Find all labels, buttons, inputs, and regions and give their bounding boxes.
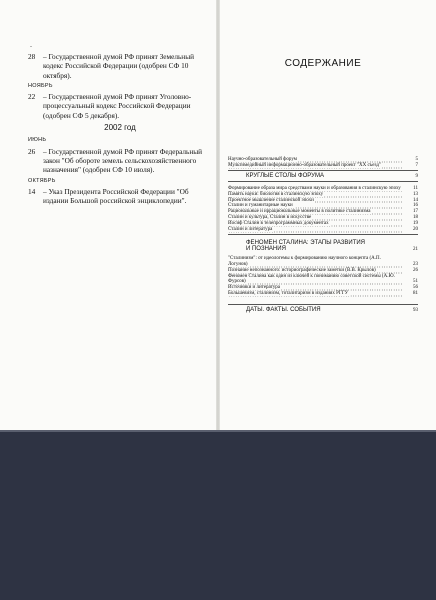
entry-day: 26 [28,146,36,156]
left-page [28,52,212,206]
toc-page-number: 19 [413,221,418,227]
book-gutter [216,0,220,432]
toc-entry-text: Иосиф Сталин в телепрограммных документах [228,221,329,227]
month-heading: ОКТЯБРЬ [28,177,56,184]
toc-section-line: ФЕНОМЕН СТАЛИНА: ЭТАПЫ РАЗВИТИЯ [246,239,366,246]
entry-text: – Государственной думой РФ принят Уголовно-процессуальный кодекс Российской Федерации (одобрен СФ 5 декабря). [43,92,192,120]
toc-page-number: 13 [413,191,418,197]
toc-section[interactable] [228,306,418,314]
toc-entry[interactable] [228,291,418,297]
chronology-entry [28,92,212,120]
entry-day: 22 [28,92,36,102]
toc-entry-title [228,291,402,297]
toc-page-number: 14 [413,197,418,203]
toc-block [228,157,418,169]
chronology-group [28,187,212,206]
toc-entry-text: Мультимедийный информационно-образовательный проект "XX съезд" [228,162,382,168]
toc-entry-text: Рациональные и иррациональные моменты в политике сталинизма [228,209,371,215]
toc-page-number: 16 [413,203,418,209]
toc-entry-text: "Сталинизм": от идеологемы к формированию научного концепта (А.П. Логунов) [228,255,381,267]
toc-entry[interactable] [228,274,418,286]
toc-page-number: 20 [413,227,418,233]
toc-entry-text: Источники и литература [228,285,280,291]
right-page [228,58,418,314]
margin-mark: - [30,44,32,50]
chronology-group [28,147,212,175]
toc-entry-text: Проектное мышление сталинской эпохи [228,197,314,203]
toc-entry-text: Феномен Сталина как один из ключей к пониманию советской системы (А.Ю. Фурсов) [228,273,395,285]
toc-section[interactable] [228,172,418,180]
toc-block [228,186,418,233]
year-heading: 2002 год [104,123,136,133]
toc-entry-text: Формирование образа мира средствами науки и образования в сталинскую эпоху [228,185,401,191]
entry-day: 14 [28,186,36,196]
toc-page-number: 93 [413,308,418,314]
toc-entry-text: Сталин и гуманитарные науки [228,203,293,209]
toc-entry-title [228,227,402,233]
table-of-contents [228,157,418,314]
entry-day: 28 [28,52,36,61]
toc-section[interactable] [228,239,418,253]
scanner-background [0,432,436,600]
toc-page-number: 5 [415,157,418,162]
toc-entry-title [228,256,402,268]
toc-page-number: 81 [413,291,418,297]
toc-section-title [228,241,402,253]
toc-page-number: 9 [415,173,418,179]
toc-section-title: ДАТЫ. ФАКТЫ. СОБЫТИЯ [246,307,321,314]
toc-page-number: 26 [413,267,418,273]
toc-block [228,256,418,297]
toc-entry[interactable] [228,227,418,233]
toc-entry-text: Сталин и культура, Сталин в искусстве [228,215,312,221]
divider [228,304,418,305]
toc-entry-text: Большевизм, сталинизм, тоталитаризм в изданиях РГГУ [228,291,349,297]
entry-text: – Указ Президента Российской Федерации "Об издании Большой российской энциклопедии". [43,186,189,206]
toc-entry-text: Память науки: биология в сталинскую эпоху [228,191,324,197]
toc-entry-title [228,163,402,169]
divider [228,170,418,171]
divider [228,234,418,235]
toc-page-number: 17 [413,209,418,215]
chronology-entry [28,147,212,175]
toc-title: СОДЕРЖАНИЕ [284,58,362,69]
entry-text: – Государственной думой РФ принят Земельный кодекс Российской Федерации (одобрен СФ 10 октября). [43,52,195,80]
toc-entry-text: Сталин и литература [228,227,273,233]
month-heading: ИЮНЬ [28,137,47,144]
toc-entry-title [228,274,402,286]
toc-page-number: 18 [413,215,418,221]
toc-entry[interactable] [228,256,418,268]
month-heading: НОЯБРЬ [28,82,53,89]
toc-page-number: 23 [413,261,418,267]
toc-section-title: КРУГЛЫЕ СТОЛЫ ФОРУМА [246,172,324,179]
toc-page-number: 11 [413,185,418,191]
toc-entry-text: Познание непознанного: историографические заметки (В.В. Крылов) [228,267,376,273]
toc-page-number: 51 [413,279,418,285]
chronology-group [28,52,212,80]
toc-page-number: 56 [413,285,418,291]
chronology-group [28,92,212,120]
toc-page-number: 21 [413,246,418,252]
entry-text: – Государственной думой РФ принят Федеральный закон "Об обороте земель сельскохозяйственного назначения" (одобрен СФ 10 июля). [43,146,203,175]
toc-page-number: 7 [415,162,418,168]
toc-section-line: И ПОЗНАНИЯ [246,245,286,252]
divider [228,181,418,182]
chronology-entry [28,52,212,80]
chronology-entry [28,187,212,206]
toc-entry-text: Научно-образовательный форум [228,157,297,162]
toc-entry[interactable] [228,163,418,169]
